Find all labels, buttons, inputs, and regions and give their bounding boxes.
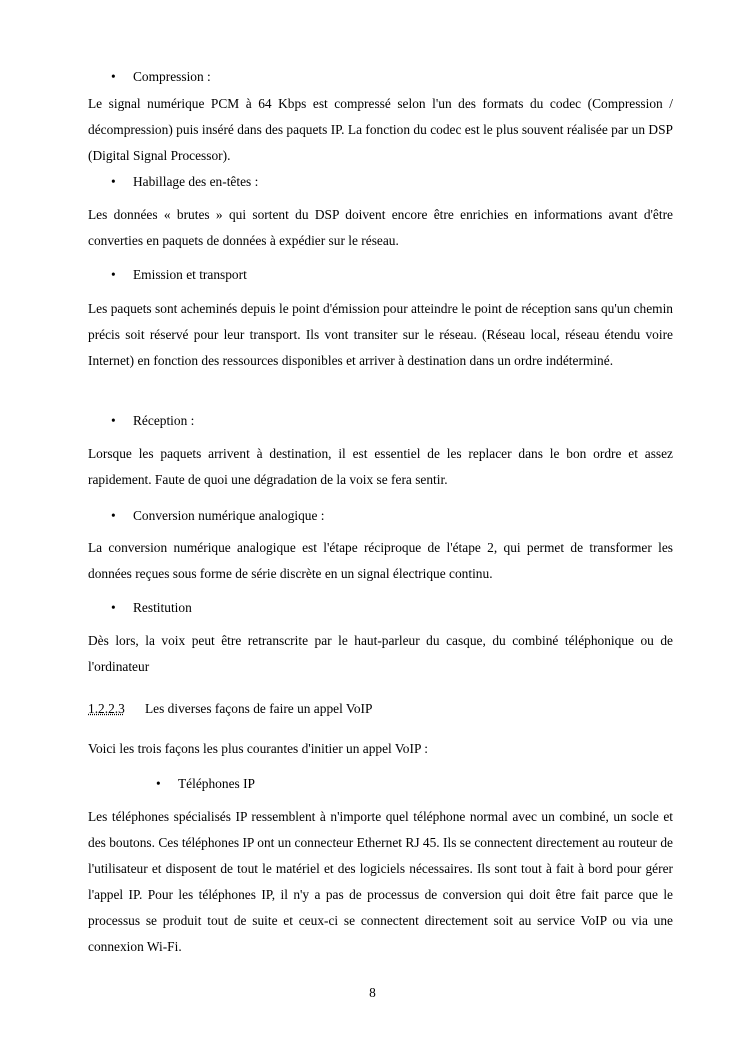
bullet-dot-icon: • bbox=[111, 413, 116, 428]
bullet-reception bbox=[88, 411, 673, 431]
bullet-conversion bbox=[88, 506, 673, 526]
heading-title: Les diverses façons de faire un appel VoIP bbox=[145, 701, 373, 716]
bullet-label: Réception : bbox=[133, 413, 195, 428]
bullet-dot-icon: • bbox=[156, 776, 161, 791]
paragraph-habillage: Les données « brutes » qui sortent du DSP doivent encore être enrichies en informations avant d'être converties en paquets de données à expédier sur le réseau. bbox=[88, 207, 673, 248]
paragraph-compression: Le signal numérique PCM à 64 Kbps est compressé selon l'un des formats du codec (Compression / décompression) puis inséré dans des paquets IP. La fonction du codec est le plus souvent réalisée par un DSP (Digital Signal Processor). bbox=[88, 96, 673, 163]
bullet-dot-icon: • bbox=[111, 174, 116, 189]
paragraph-reception: Lorsque les paquets arrivent à destination, il est essentiel de les replacer dans le bon ordre et assez rapidement. Faute de quoi une dégradation de la voix se fera sentir. bbox=[88, 446, 673, 487]
bullet-label: Emission et transport bbox=[133, 267, 247, 282]
bullet-label: Conversion numérique analogique : bbox=[133, 508, 325, 523]
bullet-dot-icon: • bbox=[111, 267, 116, 282]
bullet-compression bbox=[88, 67, 673, 87]
bullet-label: Habillage des en-têtes : bbox=[133, 174, 259, 189]
paragraph-intro: Voici les trois façons les plus courantes d'initier un appel VoIP : bbox=[88, 741, 428, 756]
bullet-label: Compression : bbox=[133, 69, 211, 84]
bullet-dot-icon: • bbox=[111, 508, 116, 523]
bullet-telephones-ip bbox=[88, 774, 673, 794]
page-number: 8 bbox=[369, 985, 376, 1000]
bullet-habillage bbox=[88, 172, 673, 192]
bullet-label: Téléphones IP bbox=[178, 776, 255, 791]
bullet-emission bbox=[88, 265, 673, 285]
paragraph-conversion: La conversion numérique analogique est l'étape réciproque de l'étape 2, qui permet de transformer les données reçues sous forme de série discrète en un signal électrique continu. bbox=[88, 540, 673, 581]
paragraph-telephones-ip: Les téléphones spécialisés IP ressemblent à n'importe quel téléphone normal avec un combiné, un socle et des boutons. Ces téléphones IP ont un connecteur Ethernet RJ 45. Ils se connectent directement au routeur de l'utilisateur et disposent de tout le matériel et des logiciels nécessaires. Ils sont tout à fait à bord pour gérer l'appel IP. Pour les téléphones IP, il n'y a pas de processus de conversion qui doit être fait parce que le processus se produit tout de suite et ceux-ci se connectent directement soit au service VoIP ou via une connexion Wi-Fi. bbox=[88, 809, 673, 954]
section-heading bbox=[88, 699, 673, 719]
heading-number: 1.2.2.3 bbox=[88, 701, 125, 716]
bullet-dot-icon: • bbox=[111, 69, 116, 84]
bullet-restitution bbox=[88, 598, 673, 618]
bullet-dot-icon: • bbox=[111, 600, 116, 615]
paragraph-restitution: Dès lors, la voix peut être retranscrite par le haut-parleur du casque, du combiné téléphonique ou de l'ordinateur bbox=[88, 633, 673, 674]
bullet-label: Restitution bbox=[133, 600, 192, 615]
paragraph-emission: Les paquets sont acheminés depuis le point d'émission pour atteindre le point de réception sans qu'un chemin précis soit réservé pour leur transport. Ils vont transiter sur le réseau. (Réseau local, réseau étendu voire Internet) en fonction des ressources disponibles et arriver à destination dans un ordre indéterminé. bbox=[88, 301, 673, 368]
